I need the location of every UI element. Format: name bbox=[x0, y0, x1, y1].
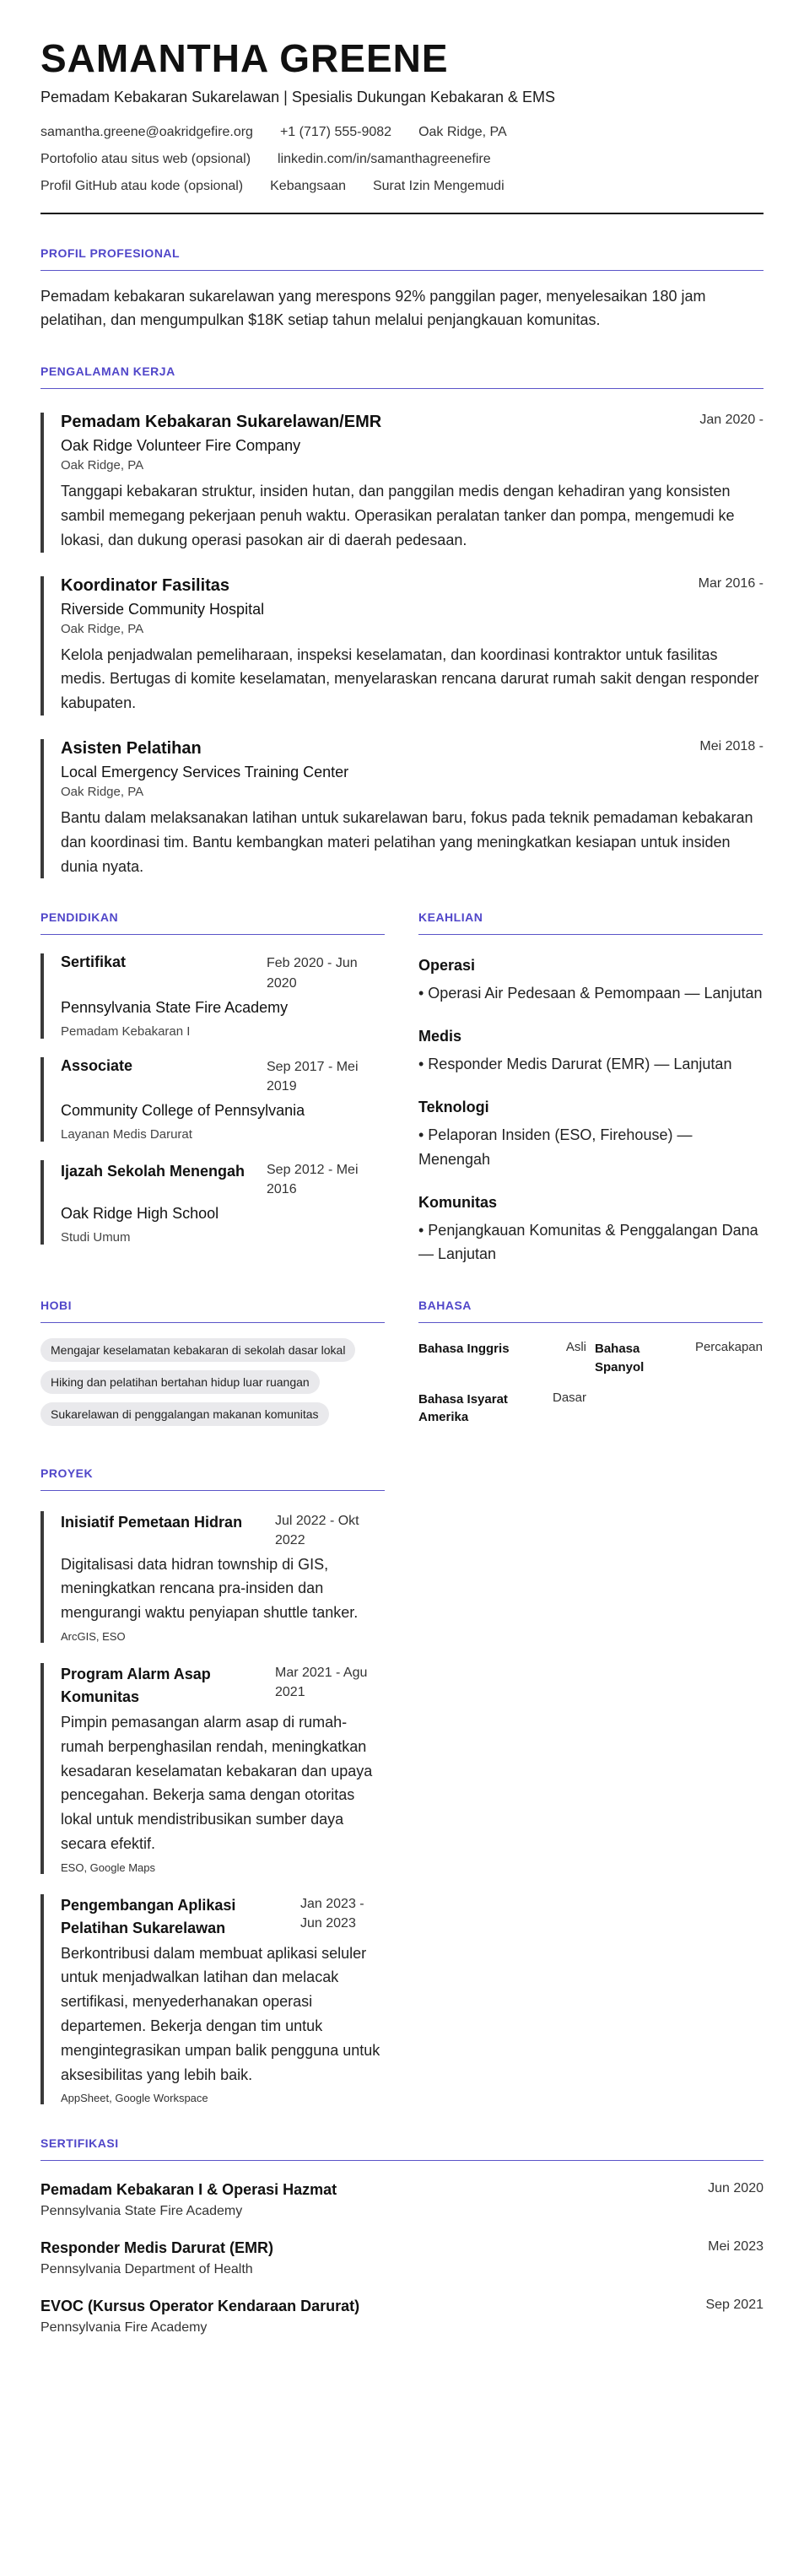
hobby-pill: Mengajar keselamatan kebakaran di sekolah dasar lokal bbox=[40, 1338, 355, 1362]
education-school: Community College of Pennsylvania bbox=[61, 1102, 305, 1120]
contact-github[interactable]: Profil GitHub atau kode (opsional) bbox=[40, 178, 244, 193]
skill-item: • Penjangkauan Komunitas & Penggalangan Dana — Lanjutan bbox=[418, 1221, 758, 1263]
certification-name: EVOC (Kursus Operator Kendaraan Darurat) bbox=[40, 2298, 360, 2315]
certifications-section bbox=[40, 2136, 764, 2336]
projects-title: PROYEK bbox=[40, 1466, 94, 1481]
contact-nationality: Kebangsaan bbox=[270, 178, 346, 193]
project-title: Program Alarm Asap Komunitas bbox=[61, 1665, 211, 1705]
language-level: Asli bbox=[565, 1340, 586, 1355]
education-section bbox=[40, 910, 385, 1266]
languages-title: BAHASA bbox=[418, 1299, 472, 1313]
job-description: Kelola penjadwalan pemeliharaan, inspeksi keselamatan, dan koordinasi kontraktor untuk fasilitas medis. Bertugas di komite keselamatan, menyelaraskan rencana darurat rumah sakit dengan responder kabupaten. bbox=[61, 645, 759, 712]
contact-phone[interactable]: +1 (717) 555-9082 bbox=[279, 124, 392, 139]
project-date: Jul 2022 - Okt 2022 bbox=[275, 1514, 359, 1548]
education-skills-row bbox=[40, 910, 764, 1266]
language-item bbox=[595, 1340, 763, 1377]
skill-group bbox=[418, 1099, 763, 1172]
education-entry bbox=[40, 1057, 385, 1142]
certification-name: Pemadam Kebakaran I & Operasi Hazmat bbox=[40, 2181, 337, 2199]
job-location: Oak Ridge, PA bbox=[61, 458, 144, 473]
job-role: Koordinator Fasilitas bbox=[61, 575, 230, 595]
education-date: Sep 2017 - Mei 2019 bbox=[267, 1059, 359, 1094]
job-date: Jan 2020 - bbox=[699, 413, 764, 428]
education-date: Feb 2020 - Jun 2020 bbox=[267, 956, 358, 991]
project-entry bbox=[40, 1511, 385, 1643]
education-school: Pennsylvania State Fire Academy bbox=[61, 998, 289, 1016]
section-divider bbox=[40, 388, 764, 389]
contact-line-2 bbox=[40, 152, 764, 167]
education-degree: Associate bbox=[61, 1056, 133, 1074]
language-name: Bahasa Isyarat Amerika bbox=[418, 1391, 508, 1425]
section-divider bbox=[40, 1490, 385, 1491]
education-title: PENDIDIKAN bbox=[40, 910, 119, 925]
project-date: Mar 2021 - Agu 2021 bbox=[275, 1665, 368, 1700]
job-role: Pemadam Kebakaran Sukarelawan/EMR bbox=[61, 413, 382, 432]
language-name: Bahasa Inggris bbox=[418, 1342, 510, 1357]
hobbies-section bbox=[40, 1299, 385, 1434]
section-divider bbox=[40, 1322, 385, 1323]
project-title: Pengembangan Aplikasi Pelatihan Sukarelawan bbox=[61, 1896, 236, 1936]
language-list bbox=[418, 1340, 763, 1427]
project-tech: AppSheet, Google Workspace bbox=[61, 2092, 208, 2105]
certification-issuer: Pennsylvania State Fire Academy bbox=[40, 2204, 243, 2219]
skill-group bbox=[418, 957, 763, 1006]
certification-entry bbox=[40, 2298, 764, 2336]
job-date: Mar 2016 - bbox=[698, 575, 764, 591]
certification-date: Sep 2021 bbox=[705, 2298, 764, 2313]
hobbies-title: HOBI bbox=[40, 1299, 72, 1313]
hobbies-languages-row bbox=[40, 1299, 764, 1434]
section-divider bbox=[40, 934, 385, 935]
skill-category: Medis bbox=[418, 1028, 462, 1045]
experience-entry bbox=[40, 413, 764, 552]
certification-date: Mei 2023 bbox=[708, 2239, 764, 2255]
job-description: Bantu dalam melaksanakan latihan untuk sukarelawan baru, fokus pada teknik pemadaman kebakaran dan koordinasi tim. Bantu kembangkan materi pelatihan yang meningkatkan kesiapan untuk insiden dunia nyata. bbox=[61, 808, 753, 875]
section-divider bbox=[40, 2160, 764, 2161]
languages-section bbox=[418, 1299, 763, 1434]
language-name: Bahasa Spanyol bbox=[595, 1342, 645, 1374]
skills-title: KEAHLIAN bbox=[418, 910, 483, 925]
skills-section bbox=[418, 910, 763, 1266]
candidate-headline: Pemadam Kebakaran Sukarelawan | Spesialis Dukungan Kebakaran & EMS bbox=[40, 88, 556, 105]
hobby-pill: Sukarelawan di penggalangan makanan komunitas bbox=[40, 1402, 329, 1426]
contact-portfolio[interactable]: Portofolio atau situs web (opsional) bbox=[40, 151, 251, 166]
skill-item: • Pelaporan Insiden (ESO, Firehouse) — Menengah bbox=[418, 1126, 693, 1168]
project-title: Inisiatif Pemetaan Hidran bbox=[61, 1514, 243, 1531]
project-entry bbox=[40, 1894, 385, 2105]
contact-linkedin[interactable]: linkedin.com/in/samanthagreenefire bbox=[278, 151, 491, 166]
skill-item: • Responder Medis Darurat (EMR) — Lanjutan bbox=[418, 1056, 732, 1073]
language-level: Dasar bbox=[552, 1390, 586, 1405]
skill-category: Komunitas bbox=[418, 1193, 498, 1211]
summary-text: Pemadam kebakaran sukarelawan yang merespons 92% panggilan pager, menyelesaikan 180 jam pelatihan, dan mengumpulkan $18K setiap tahun melalui penjangkauan komunitas. bbox=[40, 287, 706, 329]
skill-group bbox=[418, 1028, 763, 1077]
skill-category: Teknologi bbox=[418, 1098, 489, 1115]
summary-section bbox=[40, 246, 764, 333]
project-description: Pimpin pemasangan alarm asap di rumah-rumah berpenghasilan rendah, meningkatkan kesadaran keselamatan kebakaran dan upaya pencegahan. Bekerja sama dengan otoritas lokal untuk mendistribusikan sumber daya secara efektif. bbox=[61, 1713, 373, 1852]
contact-email[interactable]: samantha.greene@oakridgefire.org bbox=[40, 124, 253, 139]
project-tech: ESO, Google Maps bbox=[61, 1860, 155, 1874]
education-degree: Sertifikat bbox=[61, 953, 127, 971]
education-date: Sep 2012 - Mei 2016 bbox=[267, 1163, 359, 1197]
job-location: Oak Ridge, PA bbox=[61, 621, 144, 636]
job-company: Riverside Community Hospital bbox=[61, 600, 265, 618]
certification-issuer: Pennsylvania Department of Health bbox=[40, 2262, 253, 2277]
project-date: Jan 2023 - Jun 2023 bbox=[300, 1896, 364, 1931]
education-field: Pemadam Kebakaran I bbox=[61, 1023, 191, 1039]
contact-line-3 bbox=[40, 179, 764, 194]
education-field: Studi Umum bbox=[61, 1230, 131, 1245]
project-entry bbox=[40, 1663, 385, 1874]
section-divider bbox=[418, 934, 763, 935]
experience-section bbox=[40, 365, 764, 878]
education-field: Layanan Medis Darurat bbox=[61, 1127, 192, 1142]
projects-section bbox=[40, 1466, 385, 2104]
job-date: Mei 2018 - bbox=[699, 738, 764, 753]
experience-entry bbox=[40, 739, 764, 878]
project-tech: ArcGIS, ESO bbox=[61, 1629, 126, 1643]
contact-location: Oak Ridge, PA bbox=[418, 124, 507, 139]
education-school: Oak Ridge High School bbox=[61, 1205, 219, 1223]
resume-header bbox=[40, 37, 764, 214]
language-level: Percakapan bbox=[694, 1340, 763, 1355]
certifications-title: SERTIFIKASI bbox=[40, 2136, 119, 2151]
skill-item: • Operasi Air Pedesaan & Pemompaan — Lanjutan bbox=[418, 985, 763, 1002]
contact-line-1 bbox=[40, 125, 764, 140]
section-divider bbox=[40, 270, 764, 271]
hobby-list bbox=[40, 1338, 385, 1434]
job-company: Local Emergency Services Training Center bbox=[61, 763, 349, 780]
experience-entry bbox=[40, 576, 764, 716]
header-divider bbox=[40, 213, 764, 214]
certification-issuer: Pennsylvania Fire Academy bbox=[40, 2320, 208, 2336]
summary-title: PROFIL PROFESIONAL bbox=[40, 246, 181, 260]
job-location: Oak Ridge, PA bbox=[61, 784, 144, 799]
language-item bbox=[418, 1391, 586, 1428]
certification-date: Jun 2020 bbox=[708, 2181, 764, 2196]
project-description: Berkontribusi dalam membuat aplikasi seluler untuk menjadwalkan latihan dan melacak sertifikasi, menyederhanakan operasi departemen. Bekerja dengan tim untuk mengintegrasikan umpan balik pengguna untuk aksesibilitas yang lebih baik. bbox=[61, 1944, 380, 2083]
contact-driving-license: Surat Izin Mengemudi bbox=[372, 178, 505, 193]
certification-name: Responder Medis Darurat (EMR) bbox=[40, 2239, 274, 2257]
education-entry bbox=[40, 1160, 385, 1245]
skill-group bbox=[418, 1194, 763, 1267]
education-degree: Ijazah Sekolah Menengah bbox=[61, 1163, 246, 1180]
experience-title: PENGALAMAN KERJA bbox=[40, 365, 175, 379]
job-company: Oak Ridge Volunteer Fire Company bbox=[61, 437, 301, 455]
education-entry bbox=[40, 953, 385, 1038]
candidate-name: SAMANTHA GREENE bbox=[40, 36, 449, 80]
project-description: Digitalisasi data hidran township di GIS, meningkatkan rencana pra-insiden dan mengurangi waktu penyiapan shuttle tanker. bbox=[61, 1555, 359, 1622]
job-role: Asisten Pelatihan bbox=[61, 738, 202, 758]
certification-entry bbox=[40, 2181, 764, 2219]
hobby-pill: Hiking dan pelatihan bertahan hidup luar ruangan bbox=[40, 1370, 320, 1394]
language-item bbox=[418, 1340, 586, 1377]
section-divider bbox=[418, 1322, 763, 1323]
skill-category: Operasi bbox=[418, 957, 476, 975]
job-description: Tanggapi kebakaran struktur, insiden hutan, dan panggilan medis dengan kehadiran yang konsisten sambil memegang pekerjaan penuh waktu. Operasikan peralatan tanker dan pompa, mengemudi ke lokasi, dan dukung operasi pasokan air di daerah pedesaan. bbox=[61, 483, 735, 548]
certification-entry bbox=[40, 2239, 764, 2277]
